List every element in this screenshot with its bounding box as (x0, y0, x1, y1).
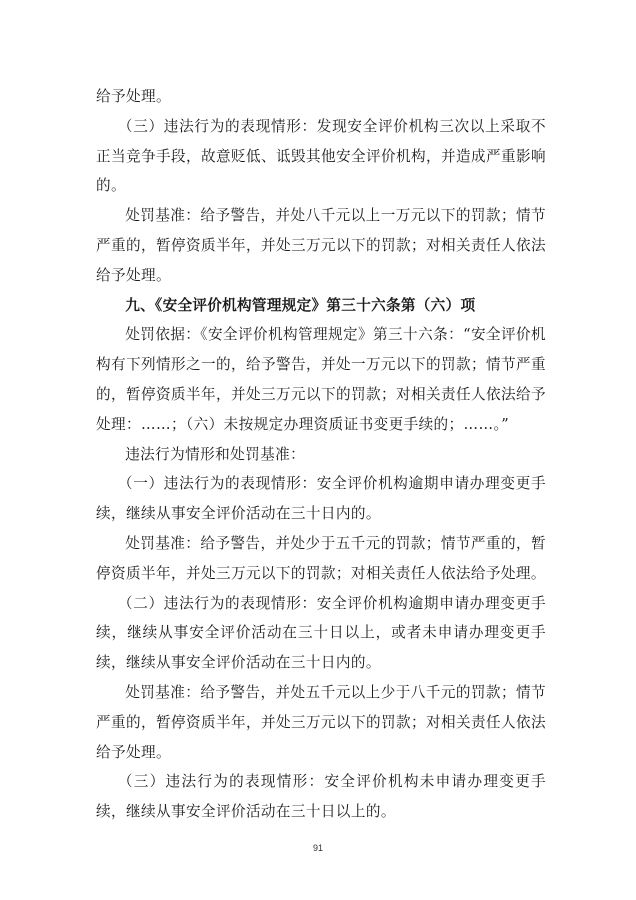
paragraph-penalty-standard-1: 处罚基准：给予警告，并处少于五千元的罚款；情节严重的，暂停资质半年，并处三万元以下的罚款；对相关责任人依法给予处理。 (96, 534, 546, 582)
paragraph-violation-3b: （三）违法行为的表现情形：安全评价机构未申请办理变更手续，继续从事安全评价活动在三十日以上的。 (96, 773, 546, 821)
paragraph-violation-2: （二）违法行为的表现情形：安全评价机构逾期申请办理变更手续，继续从事安全评价活动在三十日以上，或者未申请办理变更手续，继续从事安全评价活动在三十日内的。 (96, 594, 546, 672)
paragraph-penalty-basis: 处罚依据：《安全评价机构管理规定》第三十六条：“安全评价机构有下列情形之一的，给予警告，并处一万元以下的罚款；情节严重的，暂停资质半年，并处三万元以下的罚款；对相关责任人依法给予处理：……；（六）未按规定办理资质证书变更手续的；……。” (96, 326, 546, 433)
paragraph-violation-1: （一）违法行为的表现情形：安全评价机构逾期申请办理变更手续，继续从事安全评价活动在三十日内的。 (96, 475, 546, 523)
paragraph-violation-3: （三）违法行为的表现情形：发现安全评价机构三次以上采取不正当竞争手段，故意贬低、诋毁其他安全评价机构，并造成严重影响的。 (96, 117, 546, 195)
paragraph-penalty-standard: 处罚基准：给予警告，并处八千元以上一万元以下的罚款；情节严重的，暂停资质半年，并处三万元以下的罚款；对相关责任人依法给予处理。 (96, 207, 546, 284)
document-body (96, 82, 546, 827)
page-number: 91 (312, 843, 323, 853)
paragraph-continuation: 给予处理。 (96, 88, 171, 105)
paragraph-violation-intro: 违法行为情形和处罚基准： (125, 445, 306, 463)
section-heading-nine: 九、《安全评价机构管理规定》第三十六条第（六）项 (125, 296, 476, 314)
paragraph-penalty-standard-2: 处罚基准：给予警告，并处五千元以上少于八千元的罚款；情节严重的，暂停资质半年，并处三万元以下的罚款；对相关责任人依法给予处理。 (96, 683, 546, 761)
